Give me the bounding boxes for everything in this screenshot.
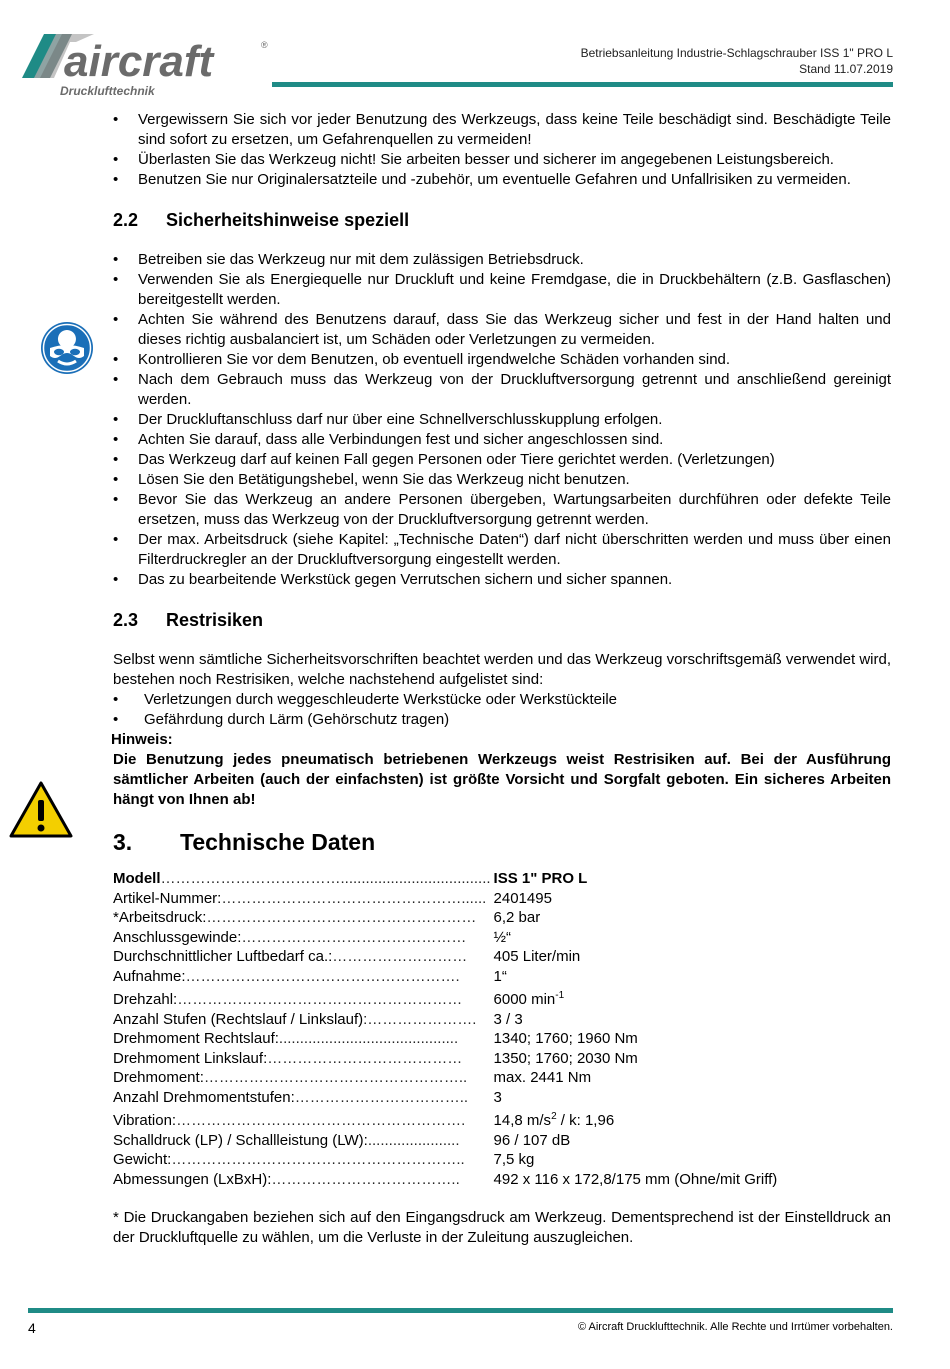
spec-value: 492 x 116 x 172,8/175 mm (Ohne/mit Griff) [493,1170,778,1188]
spec-value-superscript: -1 [555,990,565,1001]
list-item: • Verwenden Sie als Energiequelle nur Druckluft und keine Fremdgase, die in Druckbehältern (z.B. Gasflaschen) bereitgestellt werden. [113,270,891,310]
list-item: • Verletzungen durch weggeschleuderte Werkstücke oder Werkstückteile [113,690,891,710]
pressure-footnote: * Die Druckangaben beziehen sich auf den Eingangsdruck am Werkzeug. Dementsprechend ist der Einstelldruck an der Druckluftquelle zu wählen, um die Verluste in der Zuleitung auszugleichen. [113,1209,891,1246]
spec-label-cell [113,1107,491,1131]
spec-row [113,1068,777,1088]
spec-leader-dots: …………………………….. [294,1088,469,1106]
logo-graphic [20,30,270,102]
section-heading-2-3 [113,608,891,632]
spec-row [113,889,777,909]
spec-label-cell [113,1170,491,1190]
spec-leader-dots: ……………………… [332,948,468,965]
spec-value-cell [491,1131,778,1151]
spec-label-cell [113,1131,491,1151]
page-number: 4 [28,1320,36,1336]
section-number: 2.2 [113,210,139,230]
spec-leader-dots: ………………………………………………….. [171,1151,465,1168]
list-item: • Der Druckluftanschluss darf nur über eine Schnellverschlusskupplung erfolgen. [113,410,891,430]
spec-leader-dots: ………………………………………………… [177,991,463,1008]
spec-label-cell [113,947,491,967]
section-heading-3 [113,827,891,857]
spec-label: Abmessungen (LxBxH): [113,1170,272,1188]
spec-value-cell [491,947,778,967]
spec-row [113,947,777,967]
spec-label: Drehmoment Rechtslauf: [113,1030,279,1047]
logo-wordmark: aircraft [64,37,214,86]
section-heading-2-2 [113,208,891,232]
list-item: • Der max. Arbeitsdruck (siehe Kapitel: „Technische Daten“) darf nicht überschritten werden und muss über einen Filterdruckregler an der Druckluftversorgung eingestellt werden. [113,530,891,570]
spec-leader-dots: …………………………………………………. [176,1112,466,1129]
spec-value: ISS 1" PRO L [493,870,588,887]
spec-value: 6000 min [493,991,556,1008]
list-item: • Das zu bearbeitende Werkstück gegen Verrutschen sichern und sicher spannen. [113,570,891,590]
safety-goggles-icon [40,321,94,375]
spec-leader-dots: ……………………………….................................... [160,870,491,887]
spec-label-cell [113,1088,491,1108]
spec-leader-dots: ………………………………… [267,1049,463,1067]
spec-row [113,1150,777,1170]
spec-leader-dots: ……………………………….. [271,1170,460,1188]
spec-value: 3 [493,1088,502,1106]
spec-value-cell [491,1107,778,1131]
spec-value-cell [491,967,778,987]
spec-label: Modell [113,870,161,887]
aircraft-logo [20,30,270,102]
spec-label-cell [113,1150,491,1170]
spec-leader-dots: :…………………. [363,1010,477,1028]
document-title: Betriebsanleitung Industrie-Schlagschrauber ISS 1" PRO L [580,46,893,60]
spec-leader-dots: ……………………………………………… [206,909,477,926]
spec-value: 1“ [493,967,507,985]
spec-label: *Arbeitsdruck: [113,909,207,926]
spec-leader-dots: ………………………………………………. [185,967,460,985]
intro-bullet-list [113,110,891,190]
safety-bullet-list [113,250,891,590]
spec-leader-dots: ……………………………………… [241,928,467,946]
list-item: • Überlasten Sie das Werkzeug nicht! Sie arbeiten besser und sicherer im angegebenen Leistungsbereich. [113,150,891,170]
spec-row [113,908,777,928]
spec-value-cell [491,889,778,909]
document-header-info [581,45,893,77]
spec-label: Durchschnittlicher Luftbedarf ca.: [113,948,333,965]
spec-value: 1350; 1760; 2030 Nm [493,1049,638,1067]
spec-value: 7,5 kg [493,1151,535,1168]
spec-value: ½“ [493,928,512,946]
spec-label: Artikel-Nummer: [113,889,222,907]
spec-value: 1340; 1760; 1960 Nm [493,1030,638,1047]
spec-leader-dots: …………………………………………….. [203,1069,468,1086]
spec-label-cell [113,986,491,1010]
spec-value-superscript: 2 [551,1111,557,1122]
spec-value-cell [491,928,778,948]
spec-row [113,986,777,1010]
list-item: • Das Werkzeug darf auf keinen Fall gegen Personen oder Tiere gerichtet werden. (Verletzungen) [113,450,891,470]
spec-value: max. 2441 Nm [493,1069,592,1086]
spec-value-cell [491,1049,778,1069]
note-text: Die Benutzung jedes pneumatisch betriebenen Werkzeugs weist Restrisiken auf. Bei der Ausführung sämtlicher Arbeiten (auch der einfachsten) ist größte Vorsicht und Sorgfalt geboten. Ein sicheres Arbeiten hängt von Ihnen ab! [113,751,891,808]
spec-value-cell [491,1010,778,1030]
spec-value-cell [491,1150,778,1170]
spec-label-cell [113,869,491,889]
list-item: • Achten Sie darauf, dass alle Verbindungen fest und sicher angeschlossen sind. [113,430,891,450]
spec-label-cell [113,928,491,948]
spec-label: Drehzahl: [113,991,178,1008]
copyright-notice: © Aircraft Drucklufttechnik. Alle Rechte und Irrtümer vorbehalten. [577,1321,893,1333]
footer-divider [28,1308,893,1313]
list-item: • Benutzen Sie nur Originalersatzteile und -zubehör, um eventuelle Gefahren und Unfallrisiken zu vermeiden. [113,170,891,190]
spec-label-cell [113,908,491,928]
spec-label-cell [113,1049,491,1069]
section-title: Sicherheitshinweise speziell [166,210,410,230]
section-number: 3. [113,829,133,855]
header-divider [272,82,893,87]
section-title: Technische Daten [180,829,376,855]
spec-value: 405 Liter/min [493,948,581,965]
list-item: • Vergewissern Sie sich vor jeder Benutzung des Werkzeugs, dass keine Teile beschädigt sind. Beschädigte Teile sind sofort zu ersetzen, um Gefahrenquellen zu vermeiden! [113,110,891,150]
spec-value: 3 / 3 [493,1010,523,1028]
spec-label-cell [113,1029,491,1049]
warning-triangle-icon [8,780,74,840]
logo-subtitle: Drucklufttechnik [60,84,155,98]
spec-row [113,1131,777,1151]
spec-label: Vibration: [113,1112,177,1129]
list-item: • Betreiben sie das Werkzeug nur mit dem zulässigen Betriebsdruck. [113,250,891,270]
spec-value-cell [491,986,778,1010]
note-label: Hinweis: [111,731,173,748]
spec-row [113,1088,777,1108]
spec-row [113,967,777,987]
spec-value-cell [491,1170,778,1190]
spec-row [113,1010,777,1030]
spec-label: Gewicht: [113,1151,172,1168]
spec-value-cell [491,1029,778,1049]
residual-risk-intro: Selbst wenn sämtliche Sicherheitsvorschriften beachtet werden und das Werkzeug vorschriftsgemäß verwendet wird, bestehen noch Restrisiken, welche nachstehend aufgelistet sind: [113,651,891,688]
spec-value-cell [491,869,778,889]
list-item: • Gefährdung durch Lärm (Gehörschutz tragen) [113,710,891,730]
spec-row [113,1170,777,1190]
page-content [113,110,891,1248]
spec-label: Anzahl Stufen (Rechtslauf / Linkslauf) [113,1010,364,1028]
spec-value-cell [491,908,778,928]
spec-value: 6,2 bar [493,909,541,926]
spec-value: 14,8 m/s [493,1112,552,1129]
svg-text:®: ® [261,40,268,50]
list-item: • Bevor Sie das Werkzeug an andere Personen übergeben, Wartungsarbeiten durchführen oder defekte Teile ersetzen, muss das Werkzeug von der Druckluftversorgung getrennt werden. [113,490,891,530]
spec-value-suffix: / k: 1,96 [556,1112,615,1129]
spec-row [113,1029,777,1049]
spec-label: Anschlussgewinde: [113,928,242,946]
spec-label-cell [113,1010,491,1030]
residual-risk-list [113,690,891,730]
list-item: • Achten Sie während des Benutzens darauf, dass Sie das Werkzeug sicher und fest in der Hand halten und dieses richtig ausbalanciert ist, um Schäden oder Verletzungen zu vermeiden. [113,310,891,350]
section-title: Restrisiken [166,610,264,630]
spec-label-cell [113,889,491,909]
list-item: • Lösen Sie den Betätigungshebel, wenn Sie das Werkzeug nicht benutzen. [113,470,891,490]
spec-row [113,928,777,948]
spec-label: Drehmoment Linkslauf: [113,1049,268,1067]
spec-row [113,1049,777,1069]
spec-value-cell [491,1088,778,1108]
spec-row [113,1107,777,1131]
list-item: • Nach dem Gebrauch muss das Werkzeug von der Druckluftversorgung getrennt und anschließend gereinigt werden. [113,370,891,410]
document-date: Stand 11.07.2019 [799,62,893,76]
section-number: 2.3 [113,610,139,630]
spec-label: Aufnahme: [113,967,186,985]
spec-label-cell [113,1068,491,1088]
spec-label: Anzahl Drehmomentstufen: [113,1088,295,1106]
spec-leader-dots: ...................... [367,1131,460,1149]
spec-value: 2401495 [493,889,552,907]
spec-leader-dots: ........................................... [278,1030,459,1047]
technical-data-table [113,869,777,1189]
list-item: • Kontrollieren Sie vor dem Benutzen, ob eventuell irgendwelche Schäden vorhanden sind. [113,350,891,370]
spec-label: Drehmoment: [113,1069,204,1086]
spec-label-cell [113,967,491,987]
spec-row [113,869,777,889]
spec-value-cell [491,1068,778,1088]
spec-label: Schalldruck (LP) / Schallleistung (LW): [113,1131,368,1149]
spec-leader-dots: …………………………………………...... [221,889,487,907]
spec-value: 96 / 107 dB [493,1131,571,1149]
